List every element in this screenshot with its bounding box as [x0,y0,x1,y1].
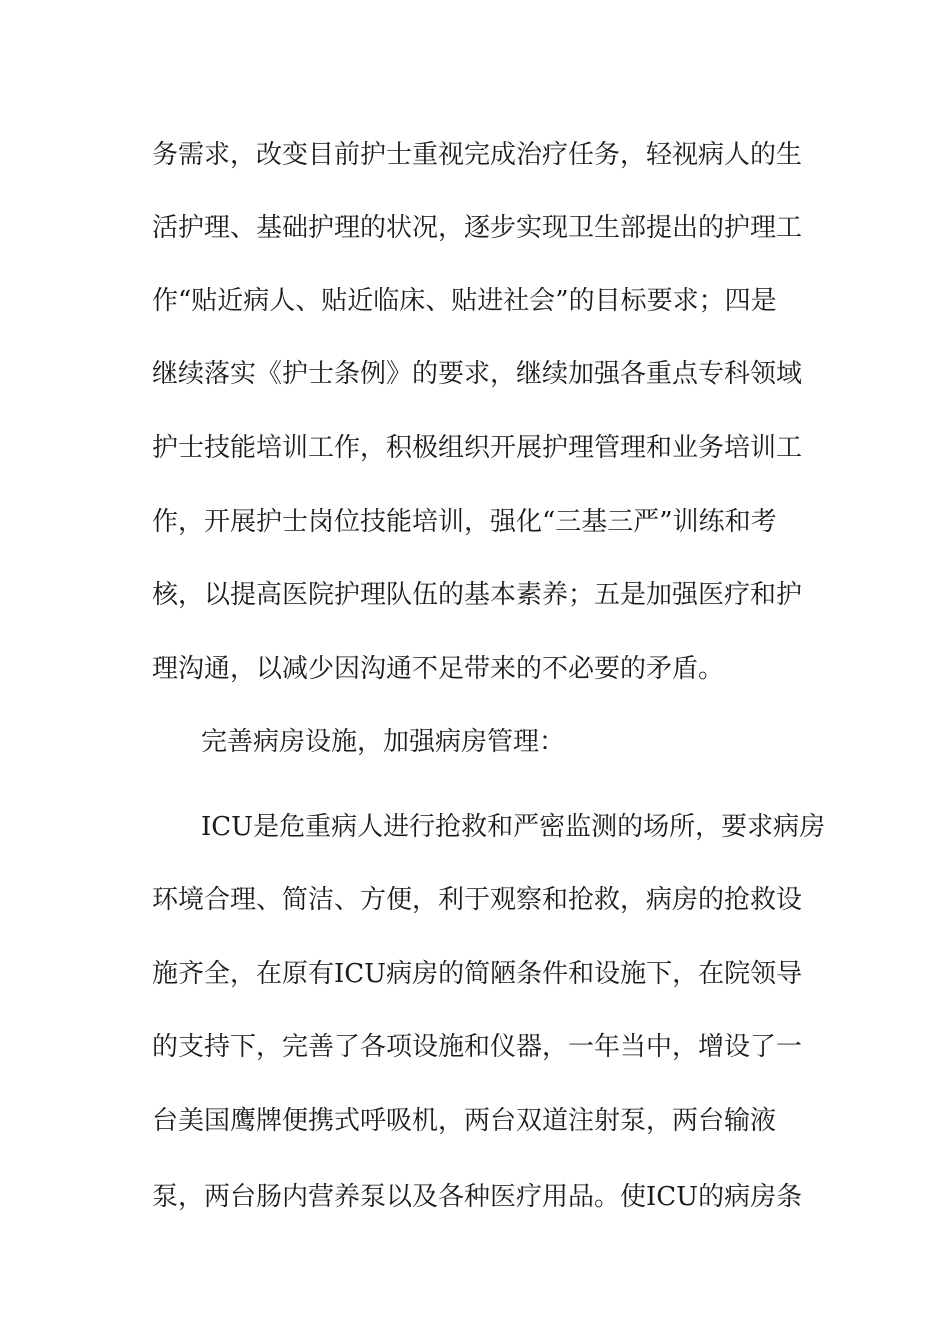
paragraph-line: 作，开展护士岗位技能培训，强化“三基三严”训练和考 [152,507,777,537]
paragraph-line: 继续落实《护士条例》的要求，继续加强各重点专科领域 [152,359,803,389]
paragraph-line: 台美国鹰牌便携式呼吸机，两台双道注射泵，两台输液 [152,1106,777,1136]
paragraph-line: 作“贴近病人、贴近临床、贴进社会”的目标要求；四是 [152,286,777,316]
paragraph-line: 护士技能培训工作，积极组织开展护理管理和业务培训工 [152,433,803,463]
paragraph-line: 施齐全，在原有ICU病房的简陋条件和设施下，在院领导 [152,959,803,989]
paragraph-line: 环境合理、简洁、方便，利于观察和抢救，病房的抢救设 [152,885,803,915]
paragraph-line: 活护理、基础护理的状况，逐步实现卫生部提出的护理工 [152,213,803,243]
section-heading: 完善病房设施，加强病房管理： [201,727,566,757]
paragraph-line: 务需求，改变目前护士重视完成治疗任务，轻视病人的生 [152,140,803,170]
paragraph-line: ICU是危重病人进行抢救和严密监测的场所，要求病房 [201,812,826,842]
paragraph-line: 的支持下，完善了各项设施和仪器，一年当中，增设了一 [152,1032,803,1062]
paragraph-line: 理沟通，以减少因沟通不足带来的不必要的矛盾。 [152,654,725,684]
paragraph-line: 核，以提高医院护理队伍的基本素养；五是加强医疗和护 [152,580,803,610]
paragraph-line: 泵，两台肠内营养泵以及各种医疗用品。使ICU的病房条 [152,1182,803,1212]
